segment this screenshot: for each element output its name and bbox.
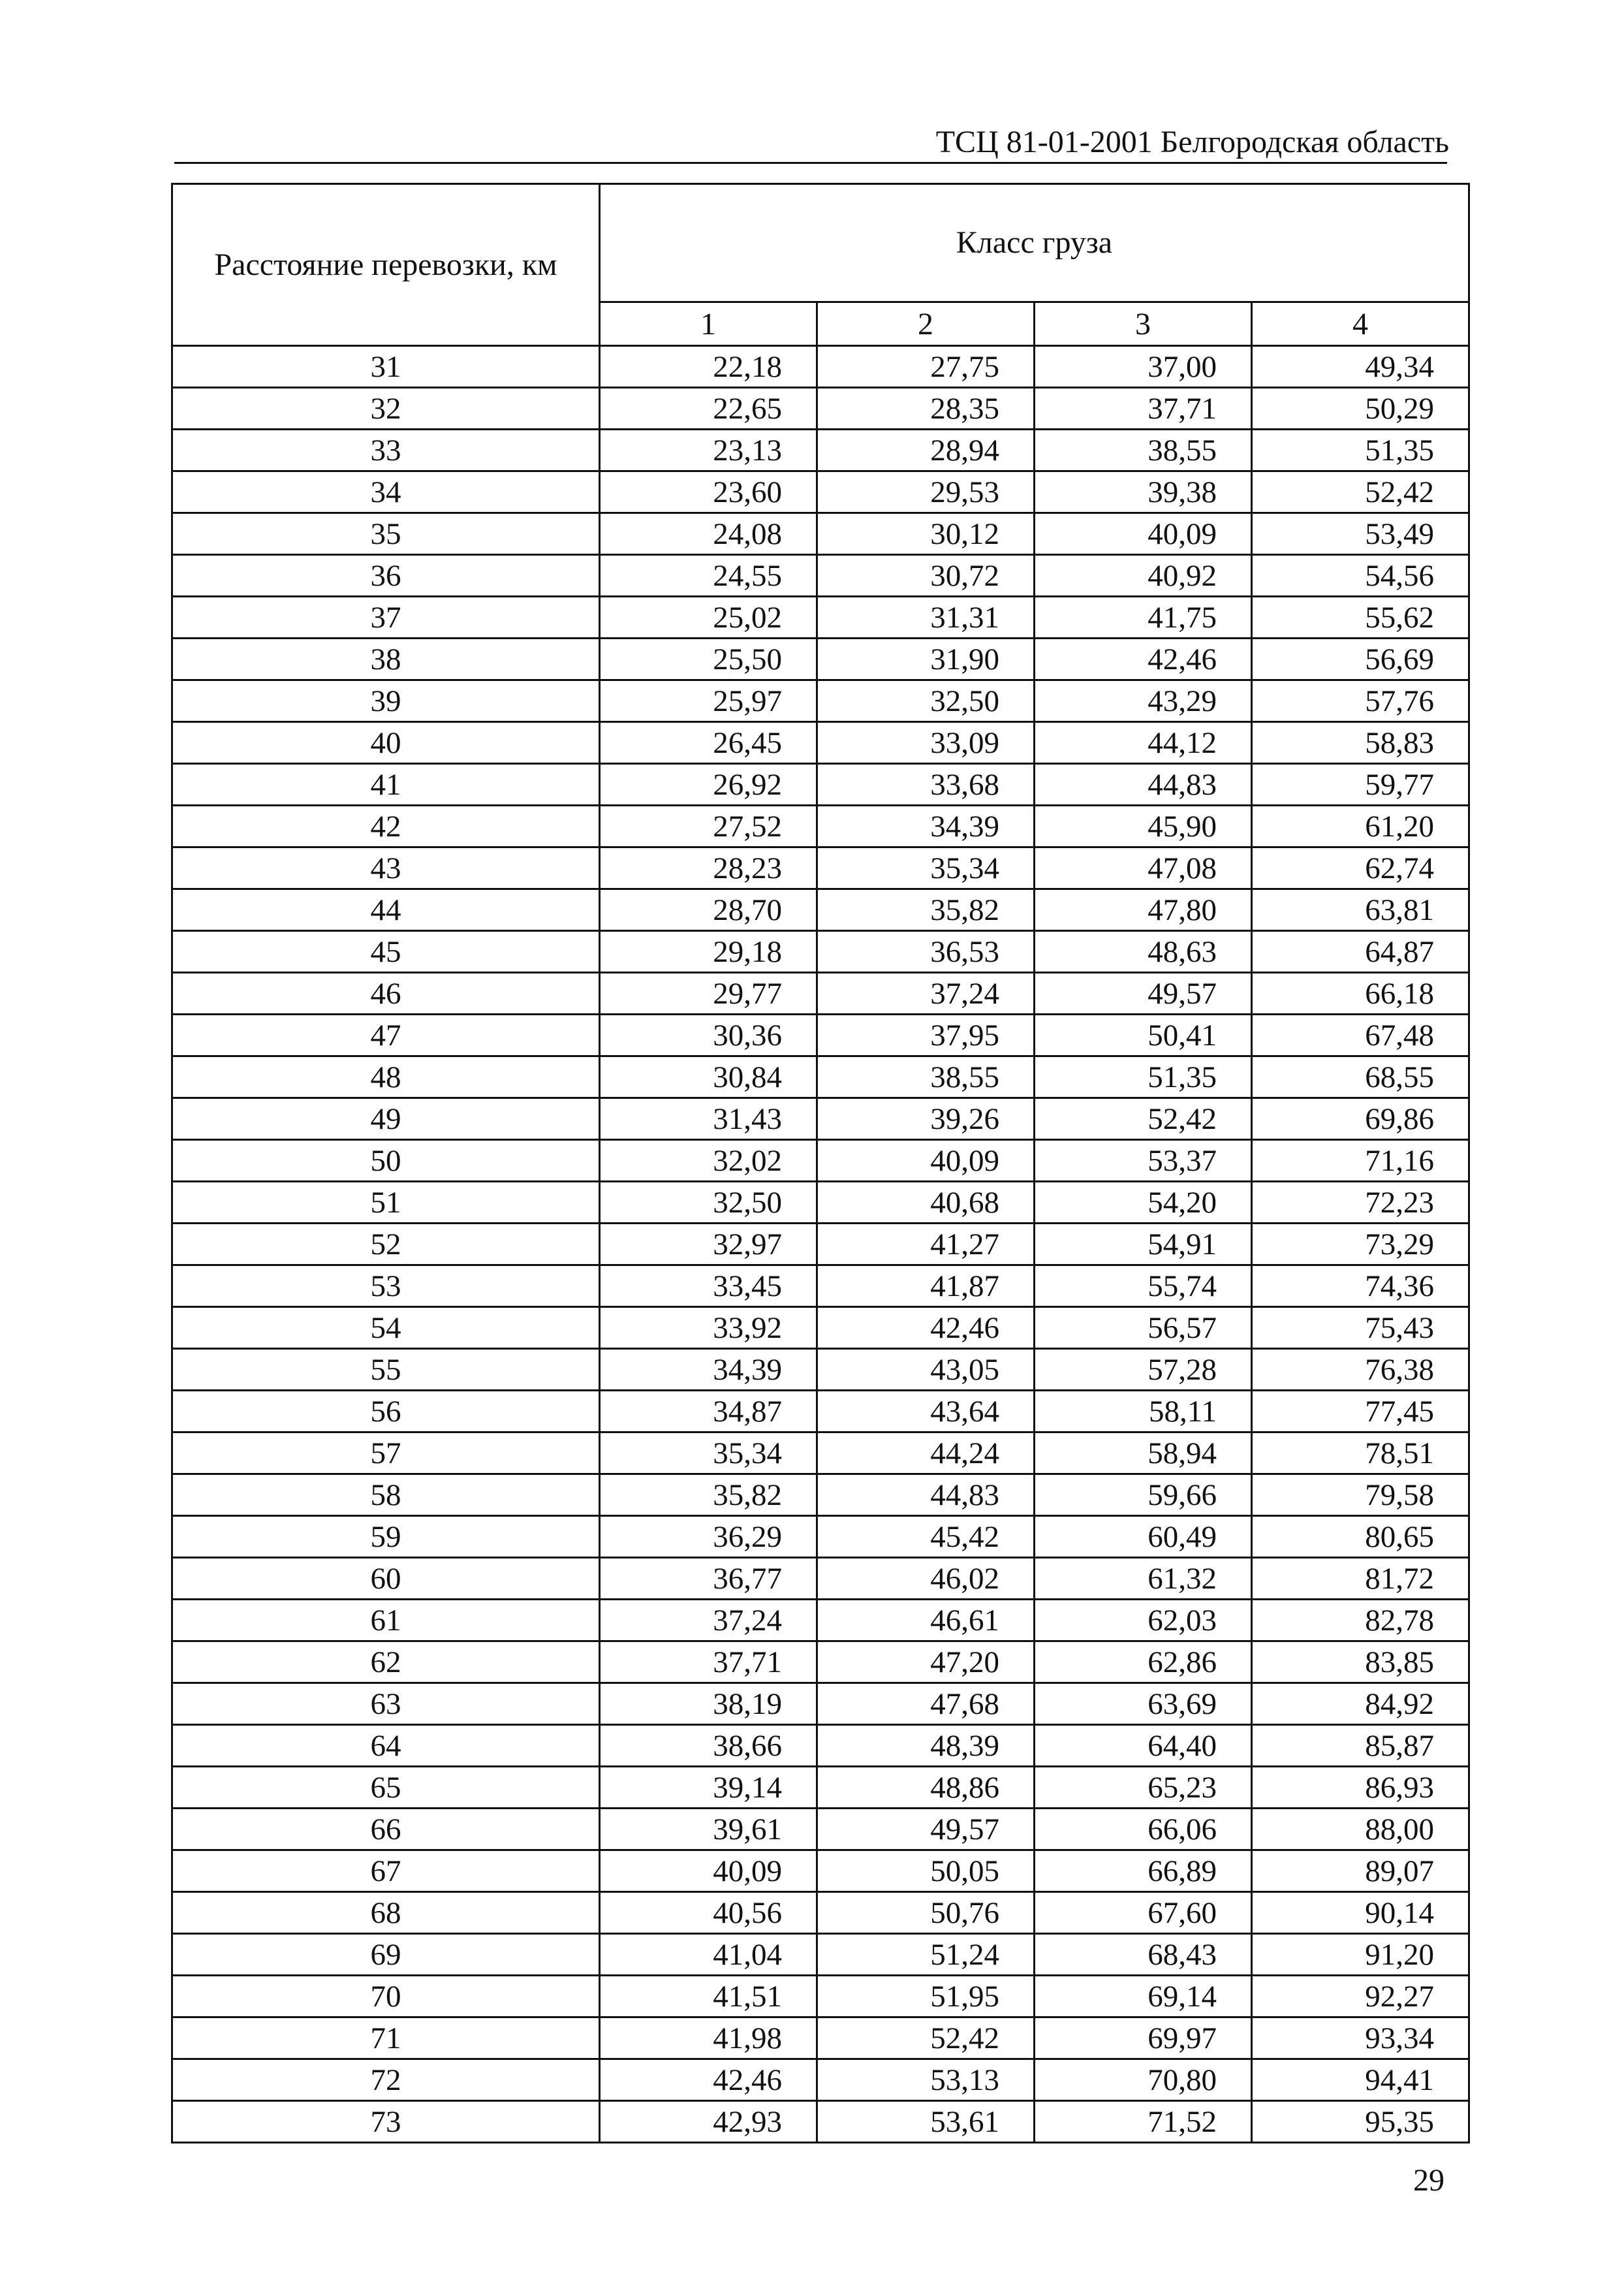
table-row (172, 680, 1469, 722)
rate-cell: 41,75 (1035, 597, 1252, 639)
distance-cell: 71 (172, 2017, 600, 2059)
class-number: 3 (1035, 302, 1252, 346)
rate-cell: 55,74 (1035, 1265, 1252, 1307)
rate-cell: 68,55 (1252, 1056, 1469, 1098)
rate-cell: 58,94 (1035, 1432, 1252, 1474)
rate-cell: 40,92 (1035, 555, 1252, 597)
rate-cell: 42,46 (600, 2059, 817, 2101)
table-row (172, 2059, 1469, 2101)
rate-cell: 58,11 (1035, 1391, 1252, 1432)
rate-cell: 74,36 (1252, 1265, 1469, 1307)
distance-cell: 68 (172, 1892, 600, 1934)
rate-cell: 68,43 (1035, 1934, 1252, 1976)
rate-cell: 54,56 (1252, 555, 1469, 597)
table-row (172, 346, 1469, 388)
rate-cell: 41,51 (600, 1976, 817, 2017)
rate-cell: 33,92 (600, 1307, 817, 1349)
distance-cell: 47 (172, 1015, 600, 1056)
table-row (172, 1516, 1469, 1558)
rate-cell: 94,41 (1252, 2059, 1469, 2101)
rate-cell: 39,26 (817, 1098, 1035, 1140)
rate-cell: 69,86 (1252, 1098, 1469, 1140)
rate-cell: 45,90 (1035, 806, 1252, 847)
distance-cell: 52 (172, 1224, 600, 1265)
rate-cell: 41,98 (600, 2017, 817, 2059)
table-row (172, 1015, 1469, 1056)
rate-cell: 50,41 (1035, 1015, 1252, 1056)
distance-cell: 64 (172, 1725, 600, 1767)
table-row (172, 1683, 1469, 1725)
rate-cell: 79,58 (1252, 1474, 1469, 1516)
rate-cell: 32,50 (817, 680, 1035, 722)
table-row (172, 597, 1469, 639)
rate-cell: 26,92 (600, 764, 817, 806)
rate-cell: 90,14 (1252, 1892, 1469, 1934)
table-row (172, 1265, 1469, 1307)
table-row (172, 1098, 1469, 1140)
distance-cell: 45 (172, 931, 600, 973)
distance-cell: 48 (172, 1056, 600, 1098)
rate-cell: 33,45 (600, 1265, 817, 1307)
table-row (172, 1349, 1469, 1391)
rate-cell: 28,35 (817, 388, 1035, 430)
distance-cell: 36 (172, 555, 600, 597)
rate-cell: 23,60 (600, 471, 817, 513)
rate-cell: 39,38 (1035, 471, 1252, 513)
rate-cell: 42,46 (817, 1307, 1035, 1349)
table-row (172, 1976, 1469, 2017)
rate-cell: 50,76 (817, 1892, 1035, 1934)
rate-cell: 51,95 (817, 1976, 1035, 2017)
distance-cell: 42 (172, 806, 600, 847)
distance-cell: 41 (172, 764, 600, 806)
rate-cell: 34,39 (600, 1349, 817, 1391)
rate-cell: 57,76 (1252, 680, 1469, 722)
rate-cell: 28,94 (817, 430, 1035, 471)
rate-cell: 22,65 (600, 388, 817, 430)
rate-cell: 51,24 (817, 1934, 1035, 1976)
rate-cell: 37,71 (600, 1641, 817, 1683)
rate-cell: 72,23 (1252, 1182, 1469, 1224)
rate-cell: 47,80 (1035, 889, 1252, 931)
rate-cell: 40,09 (600, 1850, 817, 1892)
distance-cell: 56 (172, 1391, 600, 1432)
rate-cell: 56,69 (1252, 639, 1469, 680)
rate-cell: 66,18 (1252, 973, 1469, 1015)
rate-cell: 46,02 (817, 1558, 1035, 1600)
rate-cell: 66,89 (1035, 1850, 1252, 1892)
rate-cell: 30,72 (817, 555, 1035, 597)
rate-cell: 41,04 (600, 1934, 817, 1976)
rate-cell: 80,65 (1252, 1516, 1469, 1558)
rate-cell: 78,51 (1252, 1432, 1469, 1474)
rate-cell: 55,62 (1252, 597, 1469, 639)
rate-cell: 39,14 (600, 1767, 817, 1809)
rate-cell: 44,83 (1035, 764, 1252, 806)
rate-cell: 47,20 (817, 1641, 1035, 1683)
distance-cell: 69 (172, 1934, 600, 1976)
rate-cell: 30,12 (817, 513, 1035, 555)
rate-cell: 52,42 (1252, 471, 1469, 513)
distance-cell: 32 (172, 388, 600, 430)
rate-cell: 57,28 (1035, 1349, 1252, 1391)
table-row (172, 555, 1469, 597)
rate-cell: 67,48 (1252, 1015, 1469, 1056)
rate-cell: 47,68 (817, 1683, 1035, 1725)
rate-cell: 37,24 (600, 1600, 817, 1641)
rate-cell: 84,92 (1252, 1683, 1469, 1725)
distance-cell: 70 (172, 1976, 600, 2017)
distance-cell: 62 (172, 1641, 600, 1683)
rate-cell: 28,23 (600, 847, 817, 889)
table-row (172, 1641, 1469, 1683)
rate-cell: 27,52 (600, 806, 817, 847)
rate-cell: 44,24 (817, 1432, 1035, 1474)
class-number: 2 (817, 302, 1035, 346)
distance-cell: 58 (172, 1474, 600, 1516)
rate-cell: 29,18 (600, 931, 817, 973)
rate-cell: 23,13 (600, 430, 817, 471)
rate-cell: 28,70 (600, 889, 817, 931)
rate-cell: 36,53 (817, 931, 1035, 973)
rate-cell: 32,97 (600, 1224, 817, 1265)
rate-cell: 52,42 (1035, 1098, 1252, 1140)
distance-cell: 49 (172, 1098, 600, 1140)
table-row (172, 1892, 1469, 1934)
rate-cell: 45,42 (817, 1516, 1035, 1558)
table-row (172, 931, 1469, 973)
rate-cell: 62,03 (1035, 1600, 1252, 1641)
rate-cell: 25,02 (600, 597, 817, 639)
table-row (172, 1934, 1469, 1976)
rate-cell: 24,55 (600, 555, 817, 597)
rate-cell: 33,09 (817, 722, 1035, 764)
distance-cell: 57 (172, 1432, 600, 1474)
class-header: Класс груза (600, 184, 1469, 302)
rate-cell: 33,68 (817, 764, 1035, 806)
rate-cell: 93,34 (1252, 2017, 1469, 2059)
distance-cell: 73 (172, 2101, 600, 2143)
table-row (172, 1307, 1469, 1349)
distance-cell: 55 (172, 1349, 600, 1391)
rate-cell: 63,69 (1035, 1683, 1252, 1725)
rate-cell: 43,64 (817, 1391, 1035, 1432)
rate-cell: 43,05 (817, 1349, 1035, 1391)
rate-cell: 43,29 (1035, 680, 1252, 722)
rate-cell: 40,68 (817, 1182, 1035, 1224)
rate-cell: 48,86 (817, 1767, 1035, 1809)
rate-cell: 64,40 (1035, 1725, 1252, 1767)
rate-cell: 91,20 (1252, 1934, 1469, 1976)
rate-cell: 49,57 (817, 1809, 1035, 1850)
rate-cell: 50,05 (817, 1850, 1035, 1892)
rate-cell: 37,95 (817, 1015, 1035, 1056)
rate-cell: 32,02 (600, 1140, 817, 1182)
page-number: 29 (1413, 2163, 1444, 2198)
rate-cell: 51,35 (1252, 430, 1469, 471)
rate-cell: 71,52 (1035, 2101, 1252, 2143)
rate-cell: 38,55 (817, 1056, 1035, 1098)
rate-cell: 46,61 (817, 1600, 1035, 1641)
rate-cell: 52,42 (817, 2017, 1035, 2059)
table-row (172, 847, 1469, 889)
rate-cell: 48,63 (1035, 931, 1252, 973)
rate-cell: 83,85 (1252, 1641, 1469, 1683)
table-row (172, 1809, 1469, 1850)
table-row (172, 1558, 1469, 1600)
rate-cell: 89,07 (1252, 1850, 1469, 1892)
rate-cell: 81,72 (1252, 1558, 1469, 1600)
rate-cell: 50,29 (1252, 388, 1469, 430)
rate-cell: 60,49 (1035, 1516, 1252, 1558)
rate-cell: 56,57 (1035, 1307, 1252, 1349)
rate-cell: 58,83 (1252, 722, 1469, 764)
distance-cell: 59 (172, 1516, 600, 1558)
distance-cell: 53 (172, 1265, 600, 1307)
distance-cell: 60 (172, 1558, 600, 1600)
rate-cell: 49,57 (1035, 973, 1252, 1015)
rate-cell: 39,61 (600, 1809, 817, 1850)
rate-cell: 24,08 (600, 513, 817, 555)
rate-cell: 61,32 (1035, 1558, 1252, 1600)
table-row (172, 1056, 1469, 1098)
table-row (172, 973, 1469, 1015)
rate-cell: 34,87 (600, 1391, 817, 1432)
rate-cell: 31,31 (817, 597, 1035, 639)
rate-cell: 53,61 (817, 2101, 1035, 2143)
rate-cell: 35,82 (600, 1474, 817, 1516)
table-row (172, 1224, 1469, 1265)
distance-cell: 31 (172, 346, 600, 388)
table-body (172, 346, 1469, 2143)
distance-cell: 44 (172, 889, 600, 931)
rate-cell: 36,77 (600, 1558, 817, 1600)
class-number: 4 (1252, 302, 1469, 346)
rate-cell: 42,93 (600, 2101, 817, 2143)
distance-cell: 38 (172, 639, 600, 680)
rate-cell: 88,00 (1252, 1809, 1469, 1850)
rate-cell: 25,97 (600, 680, 817, 722)
rate-cell: 92,27 (1252, 1976, 1469, 2017)
rate-cell: 40,09 (1035, 513, 1252, 555)
table-row (172, 430, 1469, 471)
rate-cell: 77,45 (1252, 1391, 1469, 1432)
rate-cell: 54,20 (1035, 1182, 1252, 1224)
rate-cell: 49,34 (1252, 346, 1469, 388)
rate-cell: 31,43 (600, 1098, 817, 1140)
rate-cell: 62,86 (1035, 1641, 1252, 1683)
rate-cell: 65,23 (1035, 1767, 1252, 1809)
table-row (172, 639, 1469, 680)
rate-cell: 85,87 (1252, 1725, 1469, 1767)
distance-cell: 34 (172, 471, 600, 513)
rate-cell: 35,34 (817, 847, 1035, 889)
distance-cell: 50 (172, 1140, 600, 1182)
table-row (172, 1182, 1469, 1224)
rate-cell: 53,49 (1252, 513, 1469, 555)
rate-cell: 41,87 (817, 1265, 1035, 1307)
rate-cell: 67,60 (1035, 1892, 1252, 1934)
rate-cell: 41,27 (817, 1224, 1035, 1265)
rate-cell: 63,81 (1252, 889, 1469, 931)
distance-cell: 66 (172, 1809, 600, 1850)
rate-cell: 86,93 (1252, 1767, 1469, 1809)
table-row (172, 388, 1469, 430)
table-row (172, 764, 1469, 806)
table-row (172, 889, 1469, 931)
rate-cell: 37,71 (1035, 388, 1252, 430)
rate-cell: 29,53 (817, 471, 1035, 513)
distance-cell: 54 (172, 1307, 600, 1349)
rate-cell: 40,09 (817, 1140, 1035, 1182)
distance-cell: 33 (172, 430, 600, 471)
rate-cell: 38,19 (600, 1683, 817, 1725)
table-row (172, 1767, 1469, 1809)
rate-cell: 36,29 (600, 1516, 817, 1558)
distance-cell: 72 (172, 2059, 600, 2101)
rate-cell: 38,66 (600, 1725, 817, 1767)
header-title: ТСЦ 81-01-2001 Белгородская область (935, 125, 1449, 159)
rate-cell: 22,18 (600, 346, 817, 388)
table-row (172, 1725, 1469, 1767)
rate-cell: 27,75 (817, 346, 1035, 388)
distance-header: Расстояние перевозки, км (172, 184, 600, 346)
rate-cell: 54,91 (1035, 1224, 1252, 1265)
class-number: 1 (600, 302, 817, 346)
distance-cell: 40 (172, 722, 600, 764)
table-row (172, 1140, 1469, 1182)
table-row (172, 806, 1469, 847)
rate-cell: 62,74 (1252, 847, 1469, 889)
rate-cell: 82,78 (1252, 1600, 1469, 1641)
rate-cell: 69,14 (1035, 1976, 1252, 2017)
table-row (172, 1432, 1469, 1474)
rate-cell: 44,83 (817, 1474, 1035, 1516)
distance-cell: 51 (172, 1182, 600, 1224)
rate-cell: 66,06 (1035, 1809, 1252, 1850)
rate-cell: 53,37 (1035, 1140, 1252, 1182)
rate-cell: 64,87 (1252, 931, 1469, 973)
rate-cell: 44,12 (1035, 722, 1252, 764)
rates-table (171, 183, 1470, 2143)
distance-cell: 35 (172, 513, 600, 555)
distance-cell: 65 (172, 1767, 600, 1809)
distance-cell: 46 (172, 973, 600, 1015)
table-row (172, 1850, 1469, 1892)
rate-cell: 35,34 (600, 1432, 817, 1474)
table-row (172, 2101, 1469, 2143)
rate-cell: 69,97 (1035, 2017, 1252, 2059)
rate-cell: 95,35 (1252, 2101, 1469, 2143)
rate-cell: 37,24 (817, 973, 1035, 1015)
rate-cell: 31,90 (817, 639, 1035, 680)
rate-cell: 32,50 (600, 1182, 817, 1224)
distance-cell: 63 (172, 1683, 600, 1725)
rate-cell: 53,13 (817, 2059, 1035, 2101)
rate-cell: 48,39 (817, 1725, 1035, 1767)
rate-cell: 30,84 (600, 1056, 817, 1098)
distance-cell: 67 (172, 1850, 600, 1892)
rate-cell: 40,56 (600, 1892, 817, 1934)
table-row (172, 513, 1469, 555)
rate-cell: 70,80 (1035, 2059, 1252, 2101)
table-row (172, 1391, 1469, 1432)
rate-cell: 38,55 (1035, 430, 1252, 471)
distance-cell: 39 (172, 680, 600, 722)
rate-cell: 73,29 (1252, 1224, 1469, 1265)
table-row (172, 1600, 1469, 1641)
rate-cell: 29,77 (600, 973, 817, 1015)
rate-cell: 59,77 (1252, 764, 1469, 806)
rate-cell: 35,82 (817, 889, 1035, 931)
rate-cell: 37,00 (1035, 346, 1252, 388)
rate-cell: 61,20 (1252, 806, 1469, 847)
rate-cell: 51,35 (1035, 1056, 1252, 1098)
rate-cell: 25,50 (600, 639, 817, 680)
table-row (172, 2017, 1469, 2059)
table-row (172, 722, 1469, 764)
rate-cell: 76,38 (1252, 1349, 1469, 1391)
rate-cell: 34,39 (817, 806, 1035, 847)
rate-cell: 47,08 (1035, 847, 1252, 889)
rate-cell: 59,66 (1035, 1474, 1252, 1516)
table-row (172, 1474, 1469, 1516)
distance-cell: 37 (172, 597, 600, 639)
rate-cell: 42,46 (1035, 639, 1252, 680)
rate-cell: 75,43 (1252, 1307, 1469, 1349)
rate-cell: 30,36 (600, 1015, 817, 1056)
distance-cell: 43 (172, 847, 600, 889)
distance-cell: 61 (172, 1600, 600, 1641)
rate-cell: 26,45 (600, 722, 817, 764)
rate-cell: 71,16 (1252, 1140, 1469, 1182)
table-row (172, 471, 1469, 513)
header-rule (174, 162, 1447, 164)
